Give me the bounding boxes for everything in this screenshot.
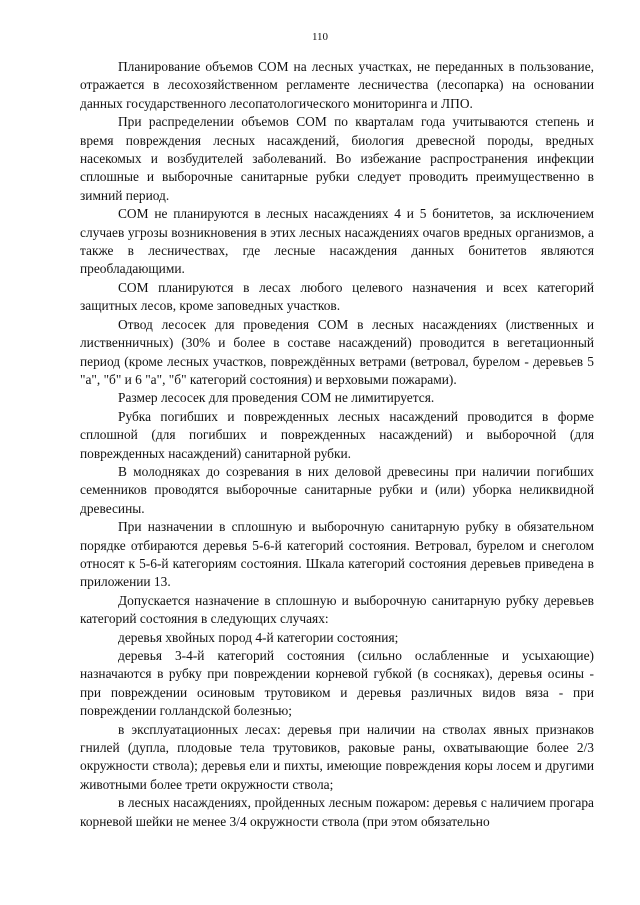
- list-item: в лесных насаждениях, пройденных лесным пожаром: деревья с наличием прогара корневой шейки не менее 3/4 окружности ствола (при этом обязательно: [80, 795, 594, 829]
- paragraph: Размер лесосек для проведения СОМ не лимитируется.: [118, 390, 435, 406]
- paragraph: В молодняках до созревания в них деловой древесины при наличии погибших семенников проводятся выборочные санитарные рубки и (или) уборка неликвидной древесины.: [80, 463, 594, 516]
- paragraph: Отвод лесосек для проведения СОМ в лесных насаждениях (лиственных и лиственничных) (30% и более в составе насаждений) проводится в вегетационный период (кроме лесных участков, повреждённых ветрами (ветровал, бурелом - деревьев 5 "а", "б" и 6 "а", "б" категорий состояния) и верховыми пожарами).: [80, 316, 594, 387]
- paragraph: При назначении в сплошную и выборочную санитарную рубку в обязательном порядке отбираются деревья 5-6-й категорий состояния. Ветровал, бурелом и снеголом относят к 5-6-й категориям состояния. Шкала категорий состояния деревьев приведена в приложении 13.: [80, 519, 594, 590]
- paragraph: Допускается назначение в сплошную и выборочную санитарную рубку деревьев категорий состояния в следующих случаях:: [80, 592, 594, 627]
- paragraph: СОМ не планируются в лесных насаждениях 4 и 5 бонитетов, за исключением случаев угрозы возникновения в этих лесных насаждениях очагов вредных организмов, а также в лесничествах, где лесные насаждения данных бонитетов являются преобладающими.: [80, 206, 594, 277]
- paragraph: СОМ планируются в лесах любого целевого назначения и всех категорий защитных лесов, кроме заповедных участков.: [80, 279, 594, 314]
- paragraph: При распределении объемов СОМ по кварталам года учитываются степень и время повреждения лесных насаждений, биология древесной породы, вредных насекомых и возбудителей заболеваний. Во избежание распространения инфекции сплошные и выборочные санитарные рубки следует проводить преимущественно в зимний период.: [80, 114, 594, 203]
- list-item: деревья 3-4-й категорий состояния (сильно ослабленные и усыхающие) назначаются в рубку при повреждении корневой губкой (в сосняках), деревья осины - при повреждении осиновым трутовиком и деревья различных видов вяза - при повреждении голландской болезнью;: [80, 648, 594, 719]
- page-number: 110: [311, 31, 329, 43]
- document-body: [80, 58, 594, 831]
- list-item: в эксплуатационных лесах: деревья при наличии на стволах явных признаков гнилей (дупла, плодовые тела трутовиков, раковые раны, охватывающие более 2/3 окружности ствола); деревья ели и пихты, имеющие повреждения коры лосем и другими животными более трети окружности ствола;: [80, 721, 594, 792]
- paragraph: Планирование объемов СОМ на лесных участках, не переданных в пользование, отражается в лесохозяйственном регламенте лесничества (лесопарка) на основании данных государственного лесопатологического мониторинга и ЛПО.: [80, 59, 594, 111]
- paragraph: Рубка погибших и поврежденных лесных насаждений проводится в форме сплошной (для погибших и поврежденных насаждений) и выборочной (для поврежденных насаждений) санитарной рубки.: [80, 408, 594, 461]
- list-item: деревья хвойных пород 4-й категории состояния;: [118, 629, 399, 645]
